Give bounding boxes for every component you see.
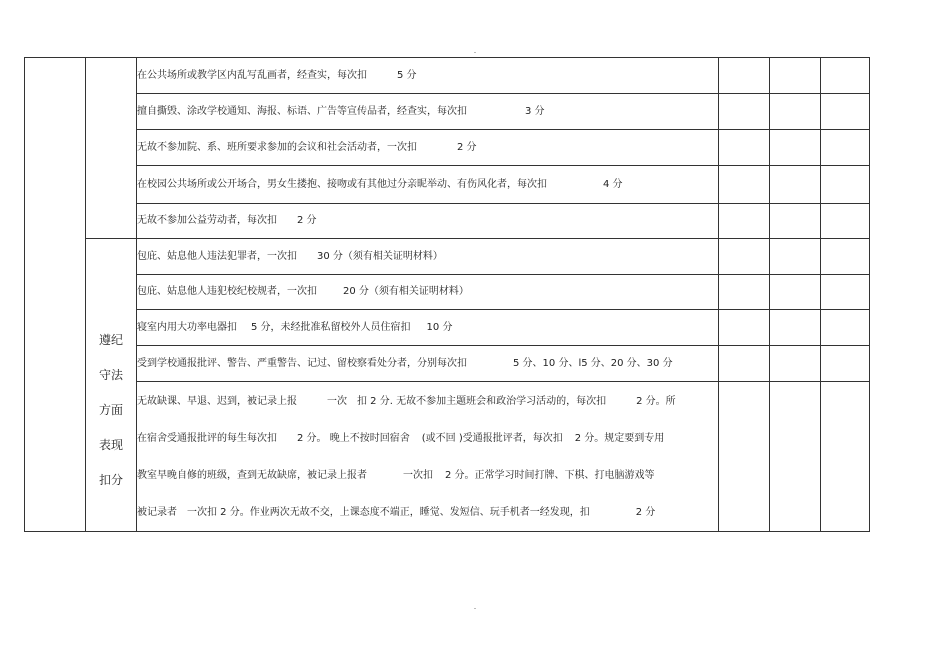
score-cell-1 (719, 94, 770, 130)
rule-description: 无故不参加院、系、班所要求参加的会议和社会活动者，一次扣 2 分 (137, 130, 719, 166)
score-cell-3 (821, 239, 870, 275)
score-cell-2 (770, 382, 821, 532)
score-cell-1 (719, 239, 770, 275)
score-cell-2 (770, 130, 821, 166)
score-cell-3 (821, 275, 870, 310)
rule-description: 受到学校通报批评、警告、严重警告、记过、留校察看处分者，分别每次扣 5 分、10 分、l5 分、20 分、30 分 (137, 346, 719, 382)
score-cell-2 (770, 346, 821, 382)
rule-line: 在宿舍受通报批评的每生每次扣 2 分。 晚上不按时回宿舍 (或不回 )受通报批评者，每次扣 2 分。规定要到专用 (137, 432, 665, 444)
rule-description: 寝室内用大功率电器扣 5 分，未经批准私留校外人员住宿扣 10 分 (137, 310, 719, 346)
score-cell-3 (821, 130, 870, 166)
category-label: 遵纪 守法 方面 表现 扣分 (98, 332, 123, 487)
score-cell-3 (821, 204, 870, 239)
category-cell-top (86, 58, 137, 239)
score-cell-1 (719, 166, 770, 204)
rule-description: 擅自撕毁、涂改学校通知、海报、标语、广告等宣传品者，经查实，每次扣 3 分 (137, 94, 719, 130)
table-row (25, 382, 870, 532)
score-cell-2 (770, 94, 821, 130)
table-row (25, 346, 870, 382)
score-cell-1 (719, 310, 770, 346)
table-row (25, 239, 870, 275)
score-cell-3 (821, 310, 870, 346)
score-cell-2 (770, 275, 821, 310)
rule-line: 被记录者 一次扣 2 分。作业两次无故不交，上课态度不端正，睡觉、发短信、玩手机者一经发现，扣 2 分 (137, 506, 656, 518)
rule-description-multiline (137, 382, 719, 532)
page-mark-top (474, 52, 476, 53)
table-row (25, 166, 870, 204)
rule-description: 包庇、姑息他人违法犯罪者，一次扣 30 分（须有相关证明材料） (137, 239, 719, 275)
table-row (25, 94, 870, 130)
score-cell-1 (719, 204, 770, 239)
rule-line: 无故缺课、早退、迟到，被记录上报 一次 扣 2 分. 无故不参加主题班会和政治学习活动的，每次扣 2 分。所 (137, 395, 676, 407)
score-cell-3 (821, 58, 870, 94)
table-row (25, 275, 870, 310)
score-cell-3 (821, 382, 870, 532)
score-cell-2 (770, 239, 821, 275)
category-cell-discipline (86, 239, 137, 532)
score-cell-2 (770, 310, 821, 346)
rule-line: 教室早晚自修的班级，查到无故缺席，被记录上报者 一次扣 2 分。正常学习时间打牌、下棋、打电脑游戏等 (137, 469, 655, 481)
outer-column-cell (25, 58, 86, 532)
score-cell-1 (719, 346, 770, 382)
page-mark-bottom (474, 608, 476, 609)
table-row (25, 130, 870, 166)
table-row (25, 58, 870, 94)
score-cell-2 (770, 166, 821, 204)
table-row (25, 310, 870, 346)
score-cell-3 (821, 94, 870, 130)
score-cell-3 (821, 346, 870, 382)
table-row (25, 204, 870, 239)
score-cell-1 (719, 382, 770, 532)
rule-description: 在公共场所或教学区内乱写乱画者，经查实，每次扣 5 分 (137, 58, 719, 94)
score-cell-2 (770, 204, 821, 239)
score-cell-1 (719, 275, 770, 310)
score-cell-1 (719, 130, 770, 166)
score-cell-3 (821, 166, 870, 204)
rule-description: 在校园公共场所或公开场合，男女生搂抱、接吻或有其他过分亲昵举动、有伤风化者，每次扣 4 分 (137, 166, 719, 204)
score-cell-1 (719, 58, 770, 94)
discipline-deduction-table (24, 57, 870, 532)
score-cell-2 (770, 58, 821, 94)
rule-description: 包庇、姑息他人违犯校纪校规者，一次扣 20 分（须有相关证明材料） (137, 275, 719, 310)
rule-description: 无故不参加公益劳动者，每次扣 2 分 (137, 204, 719, 239)
